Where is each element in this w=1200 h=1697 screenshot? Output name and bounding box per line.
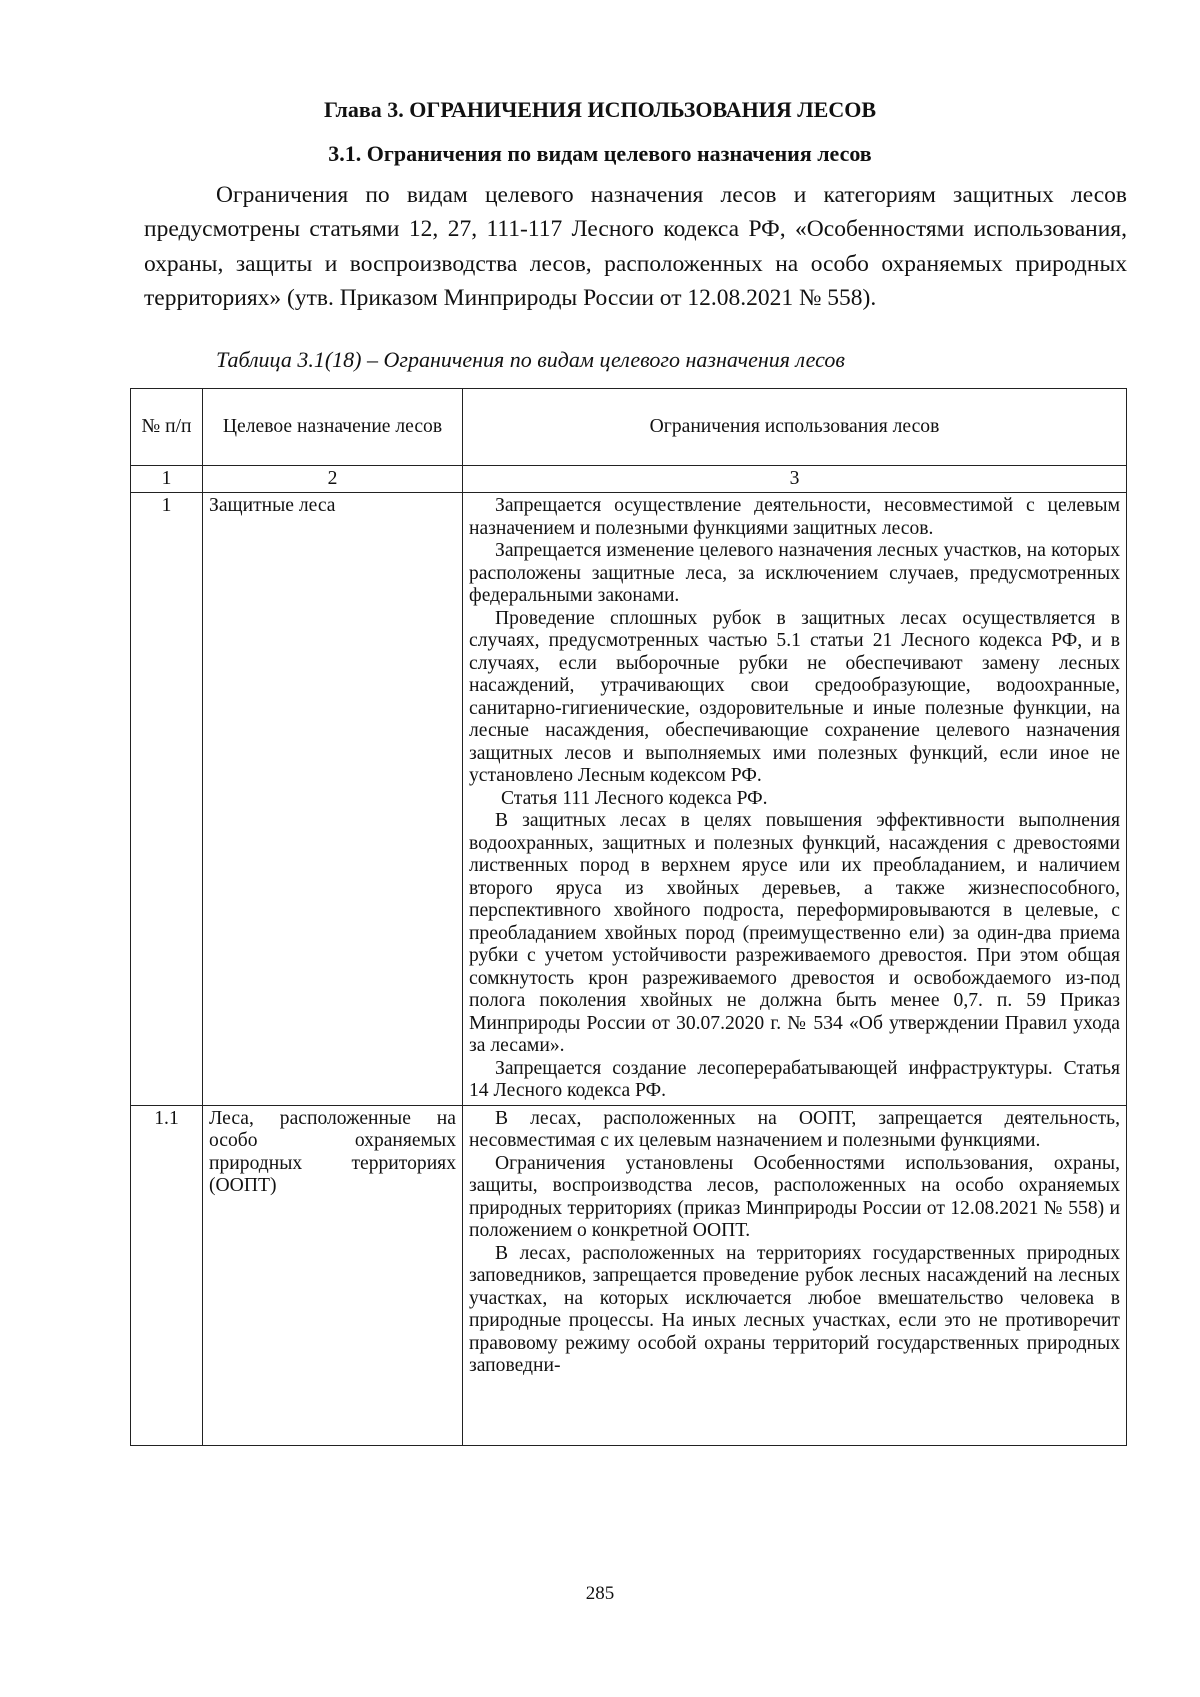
chapter-title: Глава 3. ОГРАНИЧЕНИЯ ИСПОЛЬЗОВАНИЯ ЛЕСОВ	[324, 97, 876, 122]
header-purpose: Целевое назначение лесов	[203, 389, 463, 466]
column-index: 3	[463, 466, 1127, 493]
restriction-paragraph: В лесах, расположенных на ООПТ, запрещается деятельность, несовместимая с их целевым назначением и полезными функциями.	[469, 1107, 1120, 1151]
restriction-paragraph: Запрещается создание лесоперерабатывающей инфраструктуры. Статья 14 Лесного кодекса РФ.	[469, 1057, 1120, 1101]
section-title: 3.1. Ограничения по видам целевого назначения лесов	[328, 141, 872, 166]
intro-paragraph: Ограничения по видам целевого назначения лесов и категориям защитных лесов предусмотрены статьями 12, 27, 111-117 Лесного кодекса РФ, «Особенностями использования, охраны, защиты и воспроизводства лесов, расположенных на особо охраняемых природных территориях» (утв. Приказом Минприроды России от 12.08.2021 № 558).	[144, 182, 1127, 311]
column-index: 2	[203, 466, 463, 493]
restriction-paragraph: В лесах, расположенных на территориях государственных природных заповедников, запрещается проведение рубок лесных насаждений на лесных участках, на которых исключается любое вмешательство человека в природные процессы. На иных лесных участках, если это не противоречит правовому режиму особой охраны территорий государственных природных заповедни-	[469, 1242, 1120, 1376]
restriction-paragraph: В защитных лесах в целях повышения эффективности выполнения водоохранных, защитных и полезных функций, насаждения с древостоями лиственных пород в верхнем ярусе или их преобладанием, и наличием второго яруса из хвойных деревьев, а также жизнеспособного, перспективного хвойного подроста, переформировываются в целевые, с преобладанием хвойных пород (преимущественно ели) за один-два приема рубки с учетом устойчивости разреживаемого древостоя. При этом общая сомкнутость крон разреживаемого древостоя и освобождаемого из-под полога поколения хвойных не должна быть менее 0,7. п. 59 Приказ Минприроды России от 30.07.2020 г. № 534 «Об утверждении Правил ухода за лесами».	[469, 810, 1120, 1056]
row-restrictions	[463, 1105, 1127, 1445]
restriction-paragraph: Проведение сплошных рубок в защитных лесах осуществляется в случаях, предусмотренных частью 5.1 статьи 21 Лесного кодекса РФ, и в случаях, если выборочные рубки не обеспечивают замену лесных насаждений, утрачивающих свои средообразующие, водоохранные, санитарно-гигиенические, оздоровительные и иные полезные функции, на лесные насаждения, обеспечивающие сохранение целевого назначения защитных лесов и выполняемых ими полезных функций, если иное не установлено Лесным кодексом РФ.	[469, 607, 1120, 786]
restriction-paragraph: Ограничения установлены Особенностями использования, охраны, защиты, воспроизводства лесов, расположенных на особо охраняемых природных территориях (приказ Минприроды России от 12.08.2021 № 558) и положением о конкретной ООПТ.	[469, 1152, 1120, 1241]
column-index: 1	[131, 466, 203, 493]
restriction-paragraph: Статья 111 Лесного кодекса РФ.	[501, 787, 768, 809]
row-number: 1.1	[131, 1105, 203, 1445]
table-row	[131, 493, 1127, 1106]
table-row	[131, 1105, 1127, 1445]
row-purpose: Защитные леса	[203, 493, 463, 1106]
row-restrictions	[463, 493, 1127, 1106]
restriction-paragraph: Запрещается изменение целевого назначения лесных участков, на которых расположены защитные леса, за исключением случаев, предусмотренных федеральными законами.	[469, 540, 1120, 606]
row-number: 1	[131, 493, 203, 1106]
header-restrictions: Ограничения использования лесов	[463, 389, 1127, 466]
header-num: № п/п	[131, 389, 203, 466]
row-purpose: Леса, расположенные на особо охраняемых природных территориях (ООПТ)	[203, 1105, 463, 1445]
restrictions-table	[130, 388, 1127, 1446]
restriction-paragraph: Запрещается осуществление деятельности, несовместимой с целевым назначением и полезными функциями защитных лесов.	[469, 495, 1120, 539]
page-number: 285	[585, 1583, 615, 1604]
column-index-row	[131, 466, 1127, 493]
table-caption: Таблица 3.1(18) – Ограничения по видам целевого назначения лесов	[216, 347, 845, 372]
restrictions-continuation	[469, 1108, 1120, 1443]
table-header-row	[131, 389, 1127, 466]
